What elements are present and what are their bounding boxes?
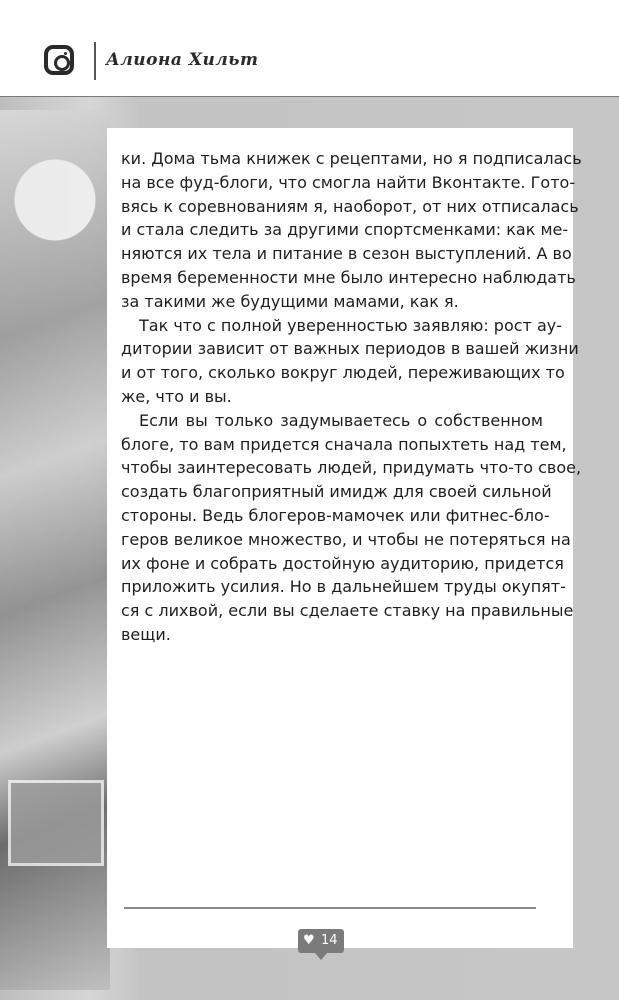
page-number-badge bbox=[298, 929, 344, 953]
text-line: Так что с полной уверенностью заявляю: рост ау- bbox=[139, 315, 562, 335]
text-line: геров великое множество, и чтобы не потеряться на bbox=[121, 529, 571, 549]
text-line: няются их тела и питание в сезон выступлений. А во bbox=[121, 244, 572, 264]
header-divider bbox=[94, 42, 96, 80]
text-line: создать благоприятный имидж для своей сильной bbox=[121, 482, 552, 502]
author-name: Алиона Хильт bbox=[106, 50, 259, 70]
text-line: чтобы заинтересовать людей, придумать что-то свое, bbox=[121, 458, 582, 478]
footer-rule bbox=[124, 907, 536, 909]
body-text bbox=[121, 147, 582, 647]
text-line: вещи. bbox=[121, 624, 171, 644]
text-line: на все фуд-блоги, что смогла найти Вконтакте. Гото- bbox=[121, 172, 576, 192]
text-line: блоге, то вам придется сначала попыхтеть над тем, bbox=[121, 434, 567, 454]
text-line: Если вы только задумываетесь о собственном bbox=[139, 410, 543, 430]
collage-photo-frame bbox=[8, 780, 104, 866]
text-line: ся с лихвой, если вы сделаете ставку на правильные bbox=[121, 601, 574, 621]
text-line: дитории зависит от важных периодов в вашей жизни bbox=[121, 339, 579, 359]
heart-icon: ♥ bbox=[303, 933, 315, 948]
text-line: за такими же будущими мамами, как я. bbox=[121, 291, 459, 311]
page-header bbox=[0, 0, 619, 97]
text-line: ки. Дома тьма книжек с рецептами, но я подписалась bbox=[121, 149, 582, 168]
text-line: их фоне и собрать достойную аудиторию, придется bbox=[121, 553, 564, 573]
text-line: приложить усилия. Но в дальнейшем труды окупят- bbox=[121, 577, 566, 597]
text-line: вясь к соревнованиям я, наоборот, от них отписалась bbox=[121, 196, 579, 216]
text-line: стороны. Ведь блогеров-мамочек или фитнес-бло- bbox=[121, 505, 550, 525]
text-line: же, что и вы. bbox=[121, 386, 232, 406]
instagram-icon bbox=[44, 45, 74, 75]
text-line: и стала следить за другими спортсменками: как ме- bbox=[121, 220, 569, 240]
instagram-dot bbox=[64, 52, 67, 55]
text-line: и от того, сколько вокруг людей, переживающих то bbox=[121, 363, 565, 383]
text-line: время беременности мне было интересно наблюдать bbox=[121, 267, 576, 287]
instagram-lens bbox=[54, 55, 70, 71]
page-number: 14 bbox=[321, 933, 338, 948]
